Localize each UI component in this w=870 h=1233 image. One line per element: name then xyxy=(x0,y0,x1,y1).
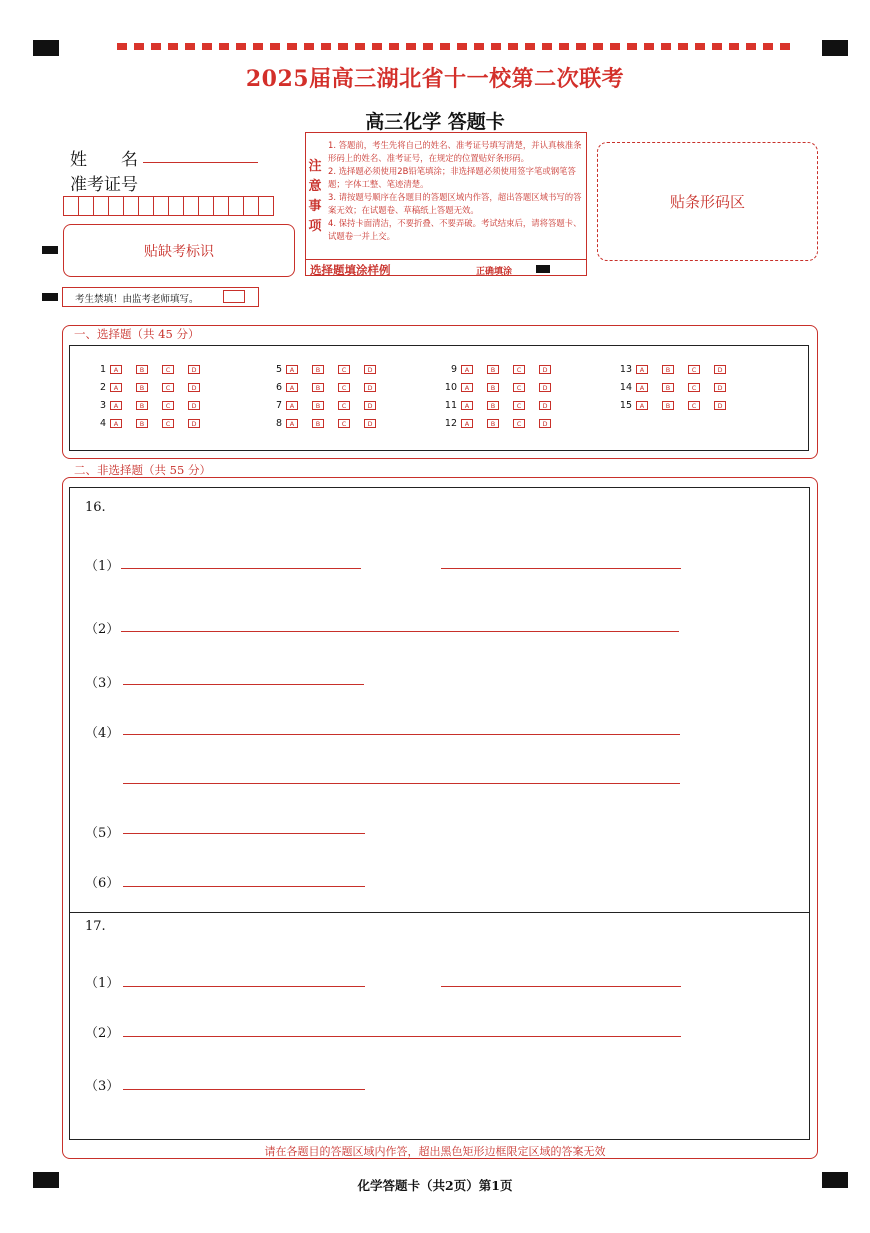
choice-option-bubble[interactable]: A xyxy=(286,383,298,392)
dash-segment xyxy=(355,43,365,50)
q16-1-answer-line-a[interactable] xyxy=(121,568,361,569)
answer-area-q17 xyxy=(69,912,810,1140)
choice-question-row xyxy=(84,382,214,393)
choice-question-number: 5 xyxy=(275,364,282,375)
exam-id-cell[interactable] xyxy=(78,196,94,216)
choice-option-bubble[interactable]: C xyxy=(162,419,174,428)
choice-option-bubble[interactable]: C xyxy=(162,401,174,410)
dashed-strip xyxy=(117,43,807,50)
notice-items xyxy=(328,139,582,243)
dash-segment xyxy=(372,43,382,50)
choice-option-bubble[interactable]: B xyxy=(312,383,324,392)
choice-question-number: 12 xyxy=(444,418,457,429)
notice-item: 1. 答题前，考生先将自己的姓名、准考证号填写清楚，并认真核准条形码上的姓名、准考证号，在规定的位置贴好条形码。 xyxy=(328,140,582,163)
choice-question-number: 8 xyxy=(275,418,282,429)
correct-fill-label: 正确填涂 xyxy=(476,267,513,277)
dash-segment xyxy=(202,43,212,50)
q17-3-answer-line[interactable] xyxy=(123,1089,365,1090)
choice-question-row xyxy=(610,382,740,393)
choice-option-bubble[interactable]: B xyxy=(312,419,324,428)
dash-segment xyxy=(117,43,127,50)
choice-option-bubble[interactable]: C xyxy=(513,383,525,392)
dash-segment xyxy=(151,43,161,50)
q16-part-2: （2） xyxy=(85,622,120,637)
dash-segment xyxy=(746,43,756,50)
dash-segment xyxy=(627,43,637,50)
choice-option-bubble[interactable]: A xyxy=(461,383,473,392)
answer-area-q16 xyxy=(69,487,810,913)
choice-option-bubble[interactable]: A xyxy=(286,401,298,410)
choice-question-number: 7 xyxy=(275,400,282,411)
absent-sticker-label: 贴缺考标识 xyxy=(144,244,214,260)
q16-1-answer-line-b[interactable] xyxy=(441,568,681,569)
name-field[interactable] xyxy=(143,146,258,163)
dash-segment xyxy=(270,43,280,50)
dash-segment xyxy=(525,43,535,50)
dash-segment xyxy=(474,43,484,50)
exam-id-cell[interactable] xyxy=(93,196,109,216)
q16-part-6: （6） xyxy=(85,876,120,891)
exam-id-grid[interactable] xyxy=(63,196,273,216)
barcode-label: 贴条形码区 xyxy=(669,193,745,211)
choice-option-bubble[interactable]: B xyxy=(662,365,674,374)
proctor-mark-cell[interactable] xyxy=(223,290,245,303)
choice-option-bubble[interactable]: B xyxy=(136,383,148,392)
choice-option-bubble[interactable]: B xyxy=(487,365,499,374)
choice-option-bubble[interactable]: C xyxy=(338,419,350,428)
choice-option-bubble[interactable]: D xyxy=(539,383,551,392)
dash-segment xyxy=(644,43,654,50)
q16-6-answer-line[interactable] xyxy=(123,886,365,887)
choice-option-bubble[interactable]: B xyxy=(136,419,148,428)
exam-id-label: 准考证号 xyxy=(70,175,138,195)
q16-3-answer-line[interactable] xyxy=(123,684,364,685)
q17-part-3: （3） xyxy=(85,1079,120,1094)
notice-title-char: 注 xyxy=(308,159,322,174)
dash-segment xyxy=(593,43,603,50)
choice-option-bubble[interactable]: D xyxy=(188,401,200,410)
choice-option-bubble[interactable]: C xyxy=(513,401,525,410)
timing-mark-mid-2 xyxy=(42,293,58,301)
proctor-note-text: 考生禁填！由监考老师填写。 xyxy=(75,294,199,305)
choice-question-number: 10 xyxy=(444,382,457,393)
choice-question-row xyxy=(84,364,214,375)
exam-id-cell[interactable] xyxy=(153,196,169,216)
q17-1-answer-line-a[interactable] xyxy=(123,986,365,987)
choice-question-number: 3 xyxy=(99,400,106,411)
dash-segment xyxy=(661,43,671,50)
choice-option-bubble[interactable]: A xyxy=(110,365,122,374)
footer-warning: 请在各题目的答题区域内作答，超出黑色矩形边框限定区域的答案无效 xyxy=(264,1145,606,1158)
notice-title-char: 项 xyxy=(308,219,322,234)
choice-option-bubble[interactable]: C xyxy=(688,365,700,374)
dash-segment xyxy=(253,43,263,50)
choice-option-bubble[interactable]: B xyxy=(312,401,324,410)
choice-option-bubble[interactable]: C xyxy=(513,419,525,428)
dash-segment xyxy=(185,43,195,50)
q17-part-1: （1） xyxy=(85,976,120,991)
absent-sticker-box xyxy=(63,224,295,277)
dash-segment xyxy=(610,43,620,50)
choice-option-bubble[interactable]: A xyxy=(461,419,473,428)
timing-mark-mid-1 xyxy=(42,246,58,254)
dash-segment xyxy=(780,43,790,50)
choice-question-row xyxy=(260,400,390,411)
choice-option-bubble[interactable]: B xyxy=(487,401,499,410)
q16-part-5: （5） xyxy=(85,826,120,841)
timing-mark-top-left xyxy=(33,40,59,56)
choice-option-bubble[interactable]: B xyxy=(487,383,499,392)
dash-segment xyxy=(695,43,705,50)
notice-box xyxy=(305,132,587,276)
choice-option-bubble[interactable]: B xyxy=(136,365,148,374)
q16-4-answer-line-a[interactable] xyxy=(123,734,680,735)
dash-segment xyxy=(542,43,552,50)
choice-question-row xyxy=(260,364,390,375)
choice-question-row xyxy=(610,400,740,411)
section-open-label: 二、非选择题（共 55 分） xyxy=(70,462,215,478)
choice-option-bubble[interactable]: D xyxy=(539,365,551,374)
choice-option-bubble[interactable]: A xyxy=(286,419,298,428)
exam-title: 2025届高三湖北省十一校第二次联考 xyxy=(245,66,625,92)
barcode-area xyxy=(597,142,818,261)
choice-question-row xyxy=(260,418,390,429)
notice-title-column xyxy=(306,157,324,237)
dash-segment xyxy=(440,43,450,50)
choice-option-bubble[interactable]: D xyxy=(364,383,376,392)
dash-segment xyxy=(457,43,467,50)
choice-option-bubble[interactable]: C xyxy=(162,365,174,374)
q16-2-answer-line[interactable] xyxy=(121,631,679,632)
exam-id-cell[interactable] xyxy=(138,196,154,216)
q17-part-2: （2） xyxy=(85,1026,120,1041)
choice-option-bubble[interactable]: C xyxy=(513,365,525,374)
dash-segment xyxy=(559,43,569,50)
dash-segment xyxy=(389,43,399,50)
choice-question-row xyxy=(435,382,565,393)
q17-number: 17. xyxy=(85,919,106,934)
choice-option-bubble[interactable]: A xyxy=(636,365,648,374)
choice-question-row xyxy=(435,364,565,375)
choice-option-bubble[interactable]: D xyxy=(714,401,726,410)
exam-id-cell[interactable] xyxy=(243,196,259,216)
q16-number: 16. xyxy=(85,500,106,515)
choice-option-bubble[interactable]: D xyxy=(364,419,376,428)
name-label: 姓 名 xyxy=(70,150,138,170)
choice-option-bubble[interactable]: B xyxy=(312,365,324,374)
dash-segment xyxy=(729,43,739,50)
choice-option-bubble[interactable]: C xyxy=(338,401,350,410)
notice-title-char: 意 xyxy=(308,179,322,194)
exam-id-cell[interactable] xyxy=(108,196,124,216)
dash-segment xyxy=(508,43,518,50)
choice-option-bubble[interactable]: D xyxy=(539,401,551,410)
dash-segment xyxy=(287,43,297,50)
q17-2-answer-line[interactable] xyxy=(123,1036,681,1037)
dash-segment xyxy=(338,43,348,50)
choice-option-bubble[interactable]: C xyxy=(338,365,350,374)
correct-fill-sample xyxy=(536,265,550,273)
dash-segment xyxy=(763,43,773,50)
choice-question-row xyxy=(84,418,214,429)
notice-sample-divider xyxy=(306,259,586,260)
exam-id-cell[interactable] xyxy=(123,196,139,216)
choice-option-bubble[interactable]: D xyxy=(714,383,726,392)
proctor-note-box xyxy=(62,287,259,307)
choice-question-row xyxy=(610,364,740,375)
choice-question-row xyxy=(435,418,565,429)
choice-option-bubble[interactable]: D xyxy=(188,365,200,374)
choice-option-bubble[interactable]: D xyxy=(188,419,200,428)
choice-option-bubble[interactable]: A xyxy=(110,383,122,392)
exam-id-cell[interactable] xyxy=(213,196,229,216)
dash-segment xyxy=(491,43,501,50)
choice-option-bubble[interactable]: D xyxy=(364,401,376,410)
exam-id-cell[interactable] xyxy=(198,196,214,216)
choice-option-bubble[interactable]: A xyxy=(110,419,122,428)
dash-segment xyxy=(321,43,331,50)
q16-part-4: （4） xyxy=(85,726,120,741)
notice-item: 4. 保持卡面清洁，不要折叠、不要弄破。考试结束后，请将答题卡、试题卷一并上交。 xyxy=(328,218,582,241)
choice-option-bubble[interactable]: C xyxy=(688,401,700,410)
choice-option-bubble[interactable]: B xyxy=(662,383,674,392)
dash-segment xyxy=(304,43,314,50)
notice-title-char: 事 xyxy=(308,199,322,214)
choice-option-bubble[interactable]: D xyxy=(714,365,726,374)
choice-question-number: 14 xyxy=(619,382,632,393)
notice-item: 2. 选择题必须使用2B铅笔填涂；非选择题必须使用签字笔或钢笔答题；字体工整、笔迹清楚。 xyxy=(328,166,576,189)
choice-option-bubble[interactable]: D xyxy=(188,383,200,392)
dash-segment xyxy=(406,43,416,50)
choice-option-bubble[interactable]: C xyxy=(688,383,700,392)
dash-segment xyxy=(134,43,144,50)
choice-question-number: 9 xyxy=(450,364,457,375)
exam-id-cell[interactable] xyxy=(63,196,79,216)
choice-option-bubble[interactable]: A xyxy=(110,401,122,410)
choice-question-number: 15 xyxy=(619,400,632,411)
choice-question-row xyxy=(84,400,214,411)
choice-question-number: 11 xyxy=(444,400,457,411)
section-choice-label: 一、选择题（共 45 分） xyxy=(70,326,203,342)
choice-option-bubble[interactable]: D xyxy=(539,419,551,428)
choice-option-bubble[interactable]: A xyxy=(461,401,473,410)
choice-option-bubble[interactable]: A xyxy=(636,401,648,410)
choice-question-number: 6 xyxy=(275,382,282,393)
q16-5-answer-line[interactable] xyxy=(123,833,365,834)
choice-option-bubble[interactable]: B xyxy=(487,419,499,428)
notice-item: 3. 请按题号顺序在各题目的答题区域内作答，超出答题区域书写的答案无效；在试题卷、草稿纸上答题无效。 xyxy=(328,192,582,215)
dash-segment xyxy=(576,43,586,50)
exam-id-cell[interactable] xyxy=(183,196,199,216)
q16-4-answer-line-b[interactable] xyxy=(123,783,680,784)
exam-id-cell[interactable] xyxy=(228,196,244,216)
dash-segment xyxy=(168,43,178,50)
choice-option-bubble[interactable]: A xyxy=(461,365,473,374)
dash-segment xyxy=(236,43,246,50)
choice-question-row xyxy=(260,382,390,393)
dash-segment xyxy=(423,43,433,50)
choice-answer-area xyxy=(69,345,809,451)
q17-1-answer-line-b[interactable] xyxy=(441,986,681,987)
sample-label: 选择题填涂样例 xyxy=(310,263,391,277)
exam-id-cell[interactable] xyxy=(258,196,274,216)
page-footer: 化学答题卡（共2页）第1页 xyxy=(357,1178,513,1193)
choice-option-bubble[interactable]: C xyxy=(338,383,350,392)
choice-question-number: 4 xyxy=(99,418,106,429)
choice-option-bubble[interactable]: B xyxy=(136,401,148,410)
choice-option-bubble[interactable]: D xyxy=(364,365,376,374)
choice-option-bubble[interactable]: A xyxy=(636,383,648,392)
dash-segment xyxy=(712,43,722,50)
choice-question-number: 2 xyxy=(99,382,106,393)
choice-question-number: 13 xyxy=(619,364,632,375)
choice-option-bubble[interactable]: B xyxy=(662,401,674,410)
choice-option-bubble[interactable]: A xyxy=(286,365,298,374)
choice-question-number: 1 xyxy=(99,364,106,375)
exam-id-cell[interactable] xyxy=(168,196,184,216)
dash-segment xyxy=(219,43,229,50)
timing-mark-top-right xyxy=(822,40,848,56)
card-subtitle: 高三化学 答题卡 xyxy=(365,111,505,133)
dash-segment xyxy=(678,43,688,50)
q16-part-1: （1） xyxy=(85,559,120,574)
choice-option-bubble[interactable]: C xyxy=(162,383,174,392)
choice-question-row xyxy=(435,400,565,411)
q16-part-3: （3） xyxy=(85,676,120,691)
